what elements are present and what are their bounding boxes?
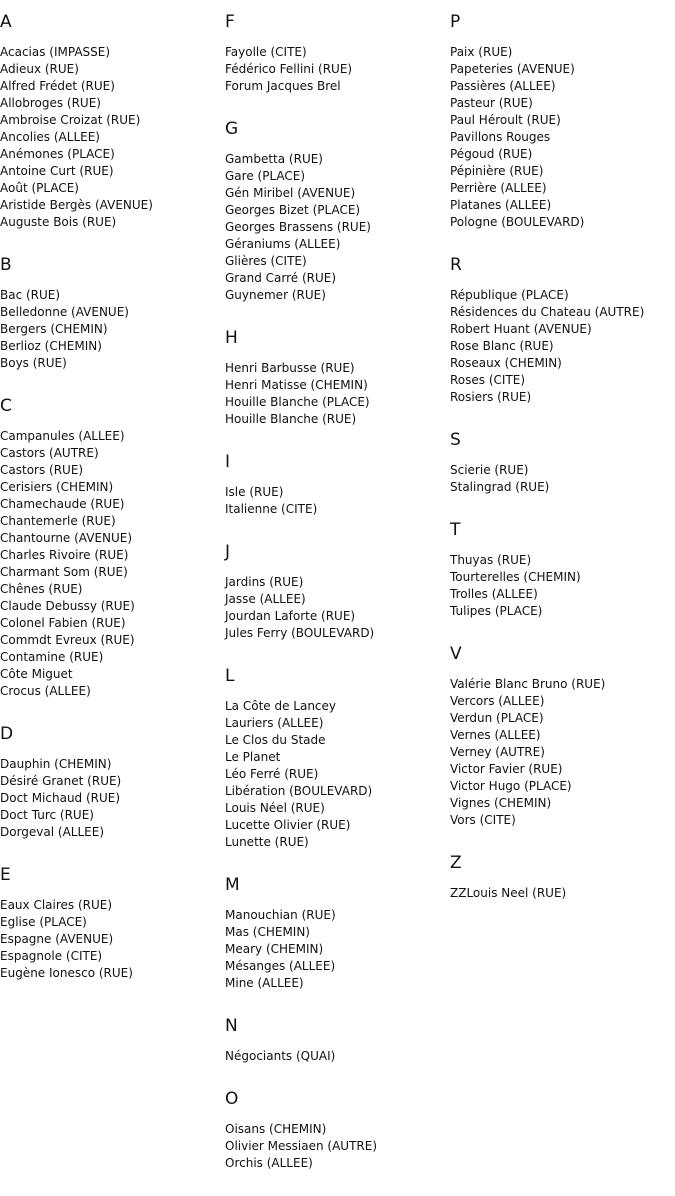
- street-link[interactable]: Désiré Granet (RUE): [0, 774, 122, 788]
- section-letter-heading: D: [0, 724, 14, 744]
- street-link[interactable]: Paix (RUE): [450, 45, 513, 59]
- letter-section: [450, 430, 675, 496]
- street-link[interactable]: Jardins (RUE): [225, 575, 304, 589]
- street-link[interactable]: Chantourne (AVENUE): [0, 531, 133, 545]
- letter-section: [0, 724, 225, 841]
- street-link[interactable]: Olivier Messiaen (AUTRE): [225, 1139, 378, 1153]
- street-link[interactable]: Victor Favier (RUE): [450, 762, 563, 776]
- street-link[interactable]: Verney (AUTRE): [450, 745, 545, 759]
- street-link[interactable]: Fayolle (CITE): [225, 45, 307, 59]
- street-link[interactable]: Août (PLACE): [0, 181, 79, 195]
- street-link[interactable]: Antoine Curt (RUE): [0, 164, 114, 178]
- street-link[interactable]: Verdun (PLACE): [450, 711, 544, 725]
- street-link[interactable]: Scierie (RUE): [450, 463, 529, 477]
- street-link[interactable]: Passières (ALLEE): [450, 79, 556, 93]
- street-link[interactable]: Charles Rivoire (RUE): [0, 548, 129, 562]
- section-letter-heading: A: [0, 12, 12, 32]
- street-link[interactable]: Eugène Ionesco (RUE): [0, 966, 133, 980]
- street-list: [450, 462, 675, 496]
- letter-section: [225, 542, 450, 642]
- street-link[interactable]: Libération (BOULEVARD): [225, 784, 373, 798]
- letter-section: [450, 853, 675, 902]
- section-letter-heading: L: [225, 666, 235, 686]
- street-link[interactable]: Chênes (RUE): [0, 582, 83, 596]
- letter-section: [225, 452, 450, 518]
- street-link[interactable]: Gambetta (RUE): [225, 152, 323, 166]
- street-link[interactable]: Georges Bizet (PLACE): [225, 203, 361, 217]
- street-link[interactable]: Acacias (IMPASSE): [0, 45, 111, 59]
- street-link[interactable]: Bergers (CHEMIN): [0, 322, 108, 336]
- letter-section: [450, 520, 675, 620]
- street-list: [225, 484, 450, 518]
- street-link[interactable]: Campanules (ALLEE): [0, 429, 125, 443]
- street-link[interactable]: Colonel Fabien (RUE): [0, 616, 126, 630]
- street-link[interactable]: Anémones (PLACE): [0, 147, 115, 161]
- section-letter-heading: N: [225, 1016, 238, 1036]
- street-link[interactable]: Charmant Som (RUE): [0, 565, 128, 579]
- street-list: [225, 574, 450, 642]
- street-link[interactable]: Guynemer (RUE): [225, 288, 326, 302]
- street-link[interactable]: Allobroges (RUE): [0, 96, 101, 110]
- street-link[interactable]: Houille Blanche (RUE): [225, 412, 357, 426]
- street-link[interactable]: Le Planet: [225, 750, 281, 764]
- street-link[interactable]: Gare (PLACE): [225, 169, 306, 183]
- street-link[interactable]: Berlioz (CHEMIN): [0, 339, 102, 353]
- letter-section: [225, 12, 450, 95]
- street-link[interactable]: Roses (CITE): [450, 373, 526, 387]
- street-link[interactable]: Rosiers (RUE): [450, 390, 532, 404]
- section-letter-heading: E: [0, 865, 11, 885]
- street-list: [0, 897, 225, 982]
- street-link[interactable]: Henri Barbusse (RUE): [225, 361, 355, 375]
- street-link[interactable]: Dauphin (CHEMIN): [0, 757, 112, 771]
- street-list: [0, 756, 225, 841]
- street-link[interactable]: Lunette (RUE): [225, 835, 309, 849]
- street-link[interactable]: Auguste Bois (RUE): [0, 215, 117, 229]
- street-list: [450, 552, 675, 620]
- section-letter-heading: O: [225, 1089, 239, 1109]
- street-link[interactable]: Jasse (ALLEE): [225, 592, 306, 606]
- street-link[interactable]: République (PLACE): [450, 288, 569, 302]
- letter-section: [0, 396, 225, 700]
- street-list: [450, 885, 675, 902]
- section-letter-heading: V: [450, 644, 462, 664]
- section-letter-heading: P: [450, 12, 461, 32]
- letter-section: [0, 255, 225, 372]
- street-link[interactable]: Claude Debussy (RUE): [0, 599, 135, 613]
- street-link[interactable]: Négociants (QUAI): [225, 1049, 336, 1063]
- street-link[interactable]: Contamine (RUE): [0, 650, 104, 664]
- street-link[interactable]: Mas (CHEMIN): [225, 925, 310, 939]
- street-link[interactable]: Cerisiers (CHEMIN): [0, 480, 114, 494]
- street-link[interactable]: Jules Ferry (BOULEVARD): [225, 626, 375, 640]
- street-link[interactable]: Pépinière (RUE): [450, 164, 544, 178]
- street-list: [225, 151, 450, 304]
- street-link[interactable]: Papeteries (AVENUE): [450, 62, 575, 76]
- street-link[interactable]: Tourterelles (CHEMIN): [450, 570, 581, 584]
- street-link[interactable]: Ambroise Croizat (RUE): [0, 113, 141, 127]
- street-link[interactable]: Fédérico Fellini (RUE): [225, 62, 353, 76]
- street-link[interactable]: Trolles (ALLEE): [450, 587, 538, 601]
- street-list: [0, 287, 225, 372]
- street-link[interactable]: Paul Héroult (RUE): [450, 113, 561, 127]
- street-list: [0, 428, 225, 700]
- street-link[interactable]: Léo Ferré (RUE): [225, 767, 319, 781]
- street-link[interactable]: Thuyas (RUE): [450, 553, 532, 567]
- street-link[interactable]: Eaux Claires (RUE): [0, 898, 113, 912]
- street-link[interactable]: Lauriers (ALLEE): [225, 716, 324, 730]
- street-link[interactable]: Orchis (ALLEE): [225, 1156, 313, 1170]
- section-letter-heading: J: [225, 542, 231, 562]
- street-link[interactable]: Isle (RUE): [225, 485, 284, 499]
- street-link[interactable]: Doct Michaud (RUE): [0, 791, 121, 805]
- street-link[interactable]: Vercors (ALLEE): [450, 694, 545, 708]
- street-link[interactable]: Crocus (ALLEE): [0, 684, 91, 698]
- street-link[interactable]: Ancolies (ALLEE): [0, 130, 100, 144]
- letter-section: [225, 1016, 450, 1065]
- letter-section: [225, 119, 450, 304]
- street-link[interactable]: Meary (CHEMIN): [225, 942, 324, 956]
- street-link[interactable]: Gén Miribel (AVENUE): [225, 186, 356, 200]
- street-link[interactable]: Pologne (BOULEVARD): [450, 215, 585, 229]
- street-list: [225, 44, 450, 95]
- section-letter-heading: T: [450, 520, 461, 540]
- street-link[interactable]: Houille Blanche (PLACE): [225, 395, 370, 409]
- letter-section: [225, 666, 450, 851]
- letter-section: [0, 12, 225, 231]
- street-link[interactable]: Henri Matisse (CHEMIN): [225, 378, 368, 392]
- street-link[interactable]: Louis Néel (RUE): [225, 801, 325, 815]
- street-list: [225, 360, 450, 428]
- street-link[interactable]: Stalingrad (RUE): [450, 480, 550, 494]
- street-list: [0, 44, 225, 231]
- street-link[interactable]: Pavillons Rouges: [450, 130, 551, 144]
- street-list: [225, 907, 450, 992]
- street-link[interactable]: Tulipes (PLACE): [450, 604, 543, 618]
- street-link[interactable]: Chamechaude (RUE): [0, 497, 125, 511]
- street-link[interactable]: Chantemerle (RUE): [0, 514, 116, 528]
- letter-section: [450, 12, 675, 231]
- street-link[interactable]: Boys (RUE): [0, 356, 67, 370]
- street-link[interactable]: Glières (CITE): [225, 254, 307, 268]
- street-link[interactable]: Doct Turc (RUE): [0, 808, 94, 822]
- street-link[interactable]: Espagne (AVENUE): [0, 932, 114, 946]
- street-link[interactable]: La Côte de Lancey: [225, 699, 337, 713]
- letter-section: [225, 875, 450, 992]
- section-letter-heading: F: [225, 12, 235, 32]
- street-link[interactable]: Italienne (CITE): [225, 502, 318, 516]
- letter-section: [450, 644, 675, 829]
- street-link[interactable]: Belledonne (AVENUE): [0, 305, 129, 319]
- street-link[interactable]: Commdt Evreux (RUE): [0, 633, 135, 647]
- street-link[interactable]: Manouchian (RUE): [225, 908, 336, 922]
- street-link[interactable]: Géraniums (ALLEE): [225, 237, 341, 251]
- street-list: [450, 676, 675, 829]
- street-list: [225, 1048, 450, 1065]
- section-letter-heading: H: [225, 328, 238, 348]
- street-link[interactable]: Jourdan Laforte (RUE): [225, 609, 356, 623]
- street-link[interactable]: Côte Miguet: [0, 667, 73, 681]
- letter-section: [450, 255, 675, 406]
- section-letter-heading: I: [225, 452, 231, 472]
- street-link[interactable]: Perrière (ALLEE): [450, 181, 547, 195]
- street-link[interactable]: Mésanges (ALLEE): [225, 959, 336, 973]
- street-link[interactable]: Espagnole (CITE): [0, 949, 103, 963]
- section-letter-heading: M: [225, 875, 240, 895]
- street-link[interactable]: Georges Brassens (RUE): [225, 220, 371, 234]
- street-link[interactable]: ZZLouis Neel (RUE): [450, 886, 567, 900]
- street-link[interactable]: Platanes (ALLEE): [450, 198, 552, 212]
- street-link[interactable]: Mine (ALLEE): [225, 976, 304, 990]
- index-column-2: [225, 12, 450, 1196]
- street-link[interactable]: Pasteur (RUE): [450, 96, 533, 110]
- letter-section: [0, 865, 225, 982]
- street-link[interactable]: Castors (RUE): [0, 463, 84, 477]
- street-link[interactable]: Vernes (ALLEE): [450, 728, 541, 742]
- street-link[interactable]: Rose Blanc (RUE): [450, 339, 554, 353]
- street-link[interactable]: Vors (CITE): [450, 813, 516, 827]
- section-letter-heading: G: [225, 119, 239, 139]
- street-link[interactable]: Grand Carré (RUE): [225, 271, 337, 285]
- section-letter-heading: Z: [450, 853, 462, 873]
- street-link[interactable]: Bac (RUE): [0, 288, 61, 302]
- street-link[interactable]: Castors (AUTRE): [0, 446, 99, 460]
- street-link[interactable]: Le Clos du Stade: [225, 733, 326, 747]
- street-link[interactable]: Adieux (RUE): [0, 62, 79, 76]
- street-link[interactable]: Alfred Frédet (RUE): [0, 79, 115, 93]
- section-letter-heading: C: [0, 396, 12, 416]
- street-list: [225, 1121, 450, 1172]
- street-link[interactable]: Pégoud (RUE): [450, 147, 533, 161]
- street-link[interactable]: Oisans (CHEMIN): [225, 1122, 327, 1136]
- street-link[interactable]: Dorgeval (ALLEE): [0, 825, 105, 839]
- street-link[interactable]: Roseaux (CHEMIN): [450, 356, 562, 370]
- street-link[interactable]: Valérie Blanc Bruno (RUE): [450, 677, 606, 691]
- street-list: [225, 698, 450, 851]
- letter-section: [225, 328, 450, 428]
- street-link[interactable]: Eglise (PLACE): [0, 915, 87, 929]
- street-list: [450, 44, 675, 231]
- letter-section: [225, 1089, 450, 1172]
- section-letter-heading: S: [450, 430, 461, 450]
- street-link[interactable]: Victor Hugo (PLACE): [450, 779, 572, 793]
- street-list: [450, 287, 675, 406]
- index-column-1: [0, 12, 225, 1006]
- street-link[interactable]: Forum Jacques Brel: [225, 79, 341, 93]
- index-column-3: [450, 12, 675, 926]
- street-link[interactable]: Lucette Olivier (RUE): [225, 818, 351, 832]
- street-link[interactable]: Aristide Bergès (AVENUE): [0, 198, 153, 212]
- section-letter-heading: R: [450, 255, 462, 275]
- street-link[interactable]: Robert Huant (AVENUE): [450, 322, 592, 336]
- street-link[interactable]: Résidences du Chateau (AUTRE): [450, 305, 645, 319]
- street-link[interactable]: Vignes (CHEMIN): [450, 796, 552, 810]
- section-letter-heading: B: [0, 255, 12, 275]
